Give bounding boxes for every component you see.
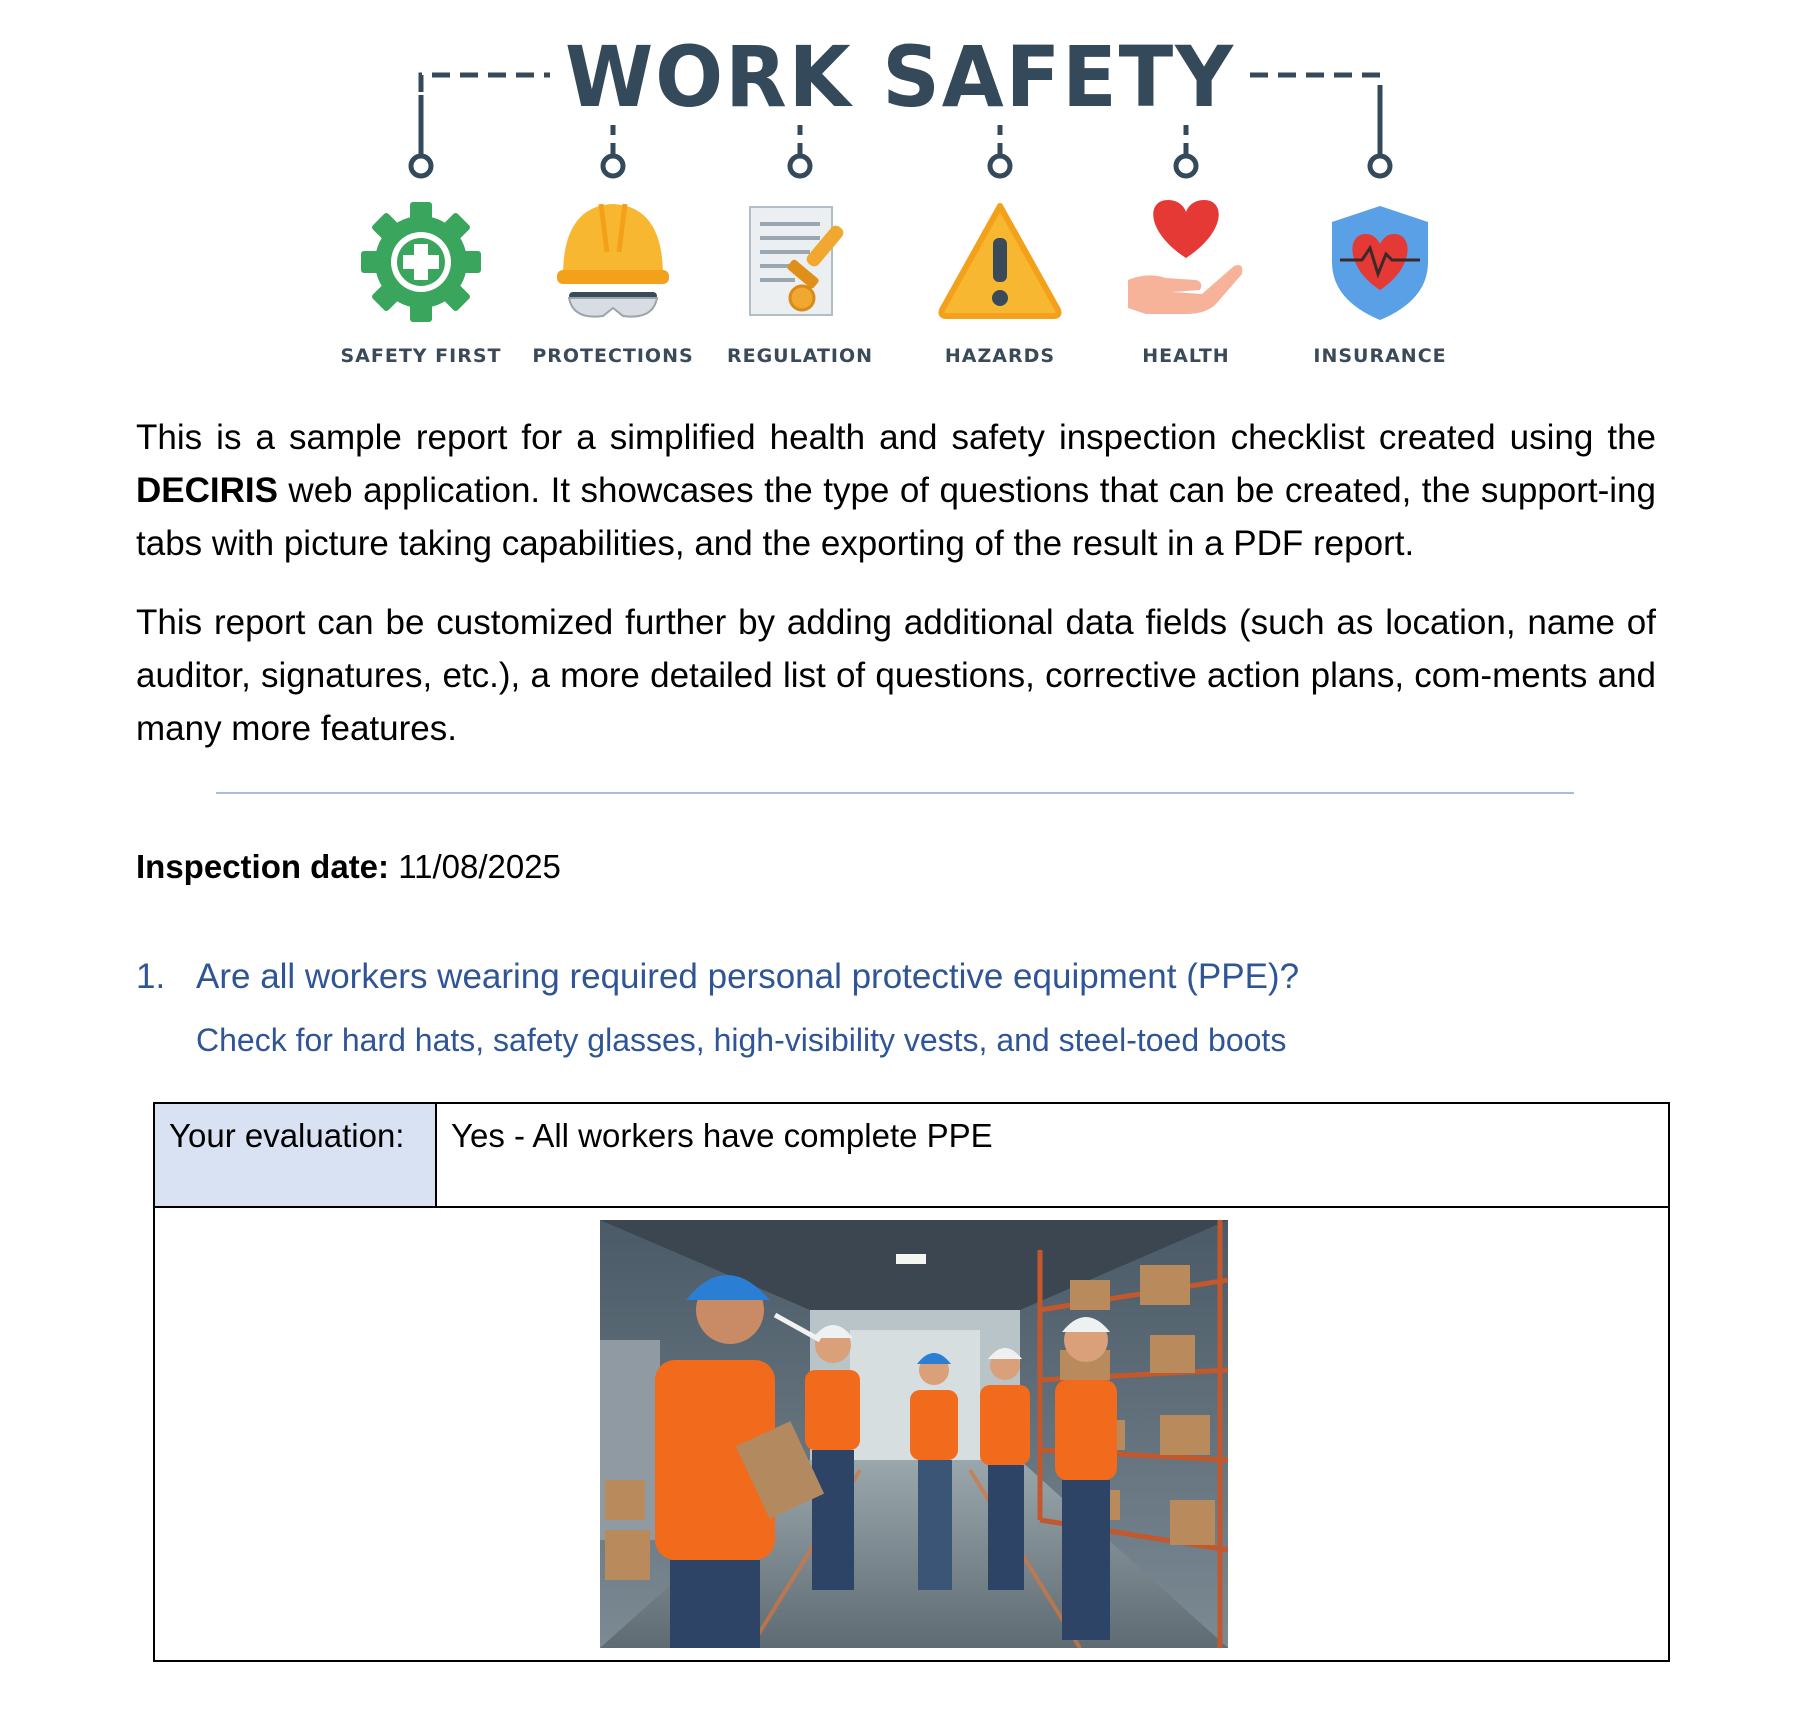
icon-label-health: HEALTH [1142, 345, 1230, 367]
evaluation-value-cell [437, 1104, 1668, 1208]
hard-hat-icon [557, 204, 669, 317]
section-divider [216, 792, 1574, 794]
evaluation-label-cell [155, 1104, 437, 1208]
intro-paragraph-1 [136, 411, 1656, 570]
gear-plus-icon [361, 202, 481, 322]
icon-label-regulation: REGULATION [726, 345, 874, 367]
icon-label-protections: PROTECTIONS [532, 345, 694, 367]
intro-text-end: web application. It showcases the type of questions that can be created, the support-ing tabs with picture taking capabilities, and the exporting of the result in a PDF report. [136, 471, 1656, 563]
evaluation-label: Your evaluation: [169, 1117, 405, 1154]
document-stamp-icon [750, 207, 846, 315]
intro-text-start: This is a sample report for a simplified health and safety inspection checklist created using the [136, 418, 1656, 457]
work-safety-banner [0, 0, 1804, 380]
icon-label-safety-first: SAFETY FIRST [340, 345, 502, 367]
warning-triangle-icon [942, 206, 1059, 316]
intro-paragraph-2: This report can be customized further by adding additional data fields (such as location, name of auditor, signatures, etc.), a more detailed list of questions, corrective action plans, com-ments and many more features. [136, 603, 1656, 748]
evaluation-table [153, 1102, 1670, 1662]
inspection-date-value: 11/08/2025 [389, 848, 561, 885]
brand-name: DECIRIS [136, 471, 278, 510]
photo-cell [155, 1208, 1668, 1660]
shield-heartbeat-icon [1332, 206, 1428, 320]
question-number: 1. [136, 957, 166, 996]
question-hint: Check for hard hats, safety glasses, high-visibility vests, and steel-toed boots [196, 1022, 1287, 1058]
inspection-date [136, 845, 561, 889]
icon-label-hazards: HAZARDS [944, 345, 1056, 367]
inspection-photo [600, 1220, 1228, 1648]
evaluation-value: Yes - All workers have complete PPE [451, 1117, 993, 1154]
heart-hand-icon [1128, 200, 1242, 314]
banner-title: WORK SAFETY [565, 28, 1235, 126]
question-text: Are all workers wearing required personal protective equipment (PPE)? [196, 957, 1300, 996]
inspection-date-label: Inspection date: [136, 848, 390, 885]
icon-label-insurance: INSURANCE [1313, 345, 1447, 367]
